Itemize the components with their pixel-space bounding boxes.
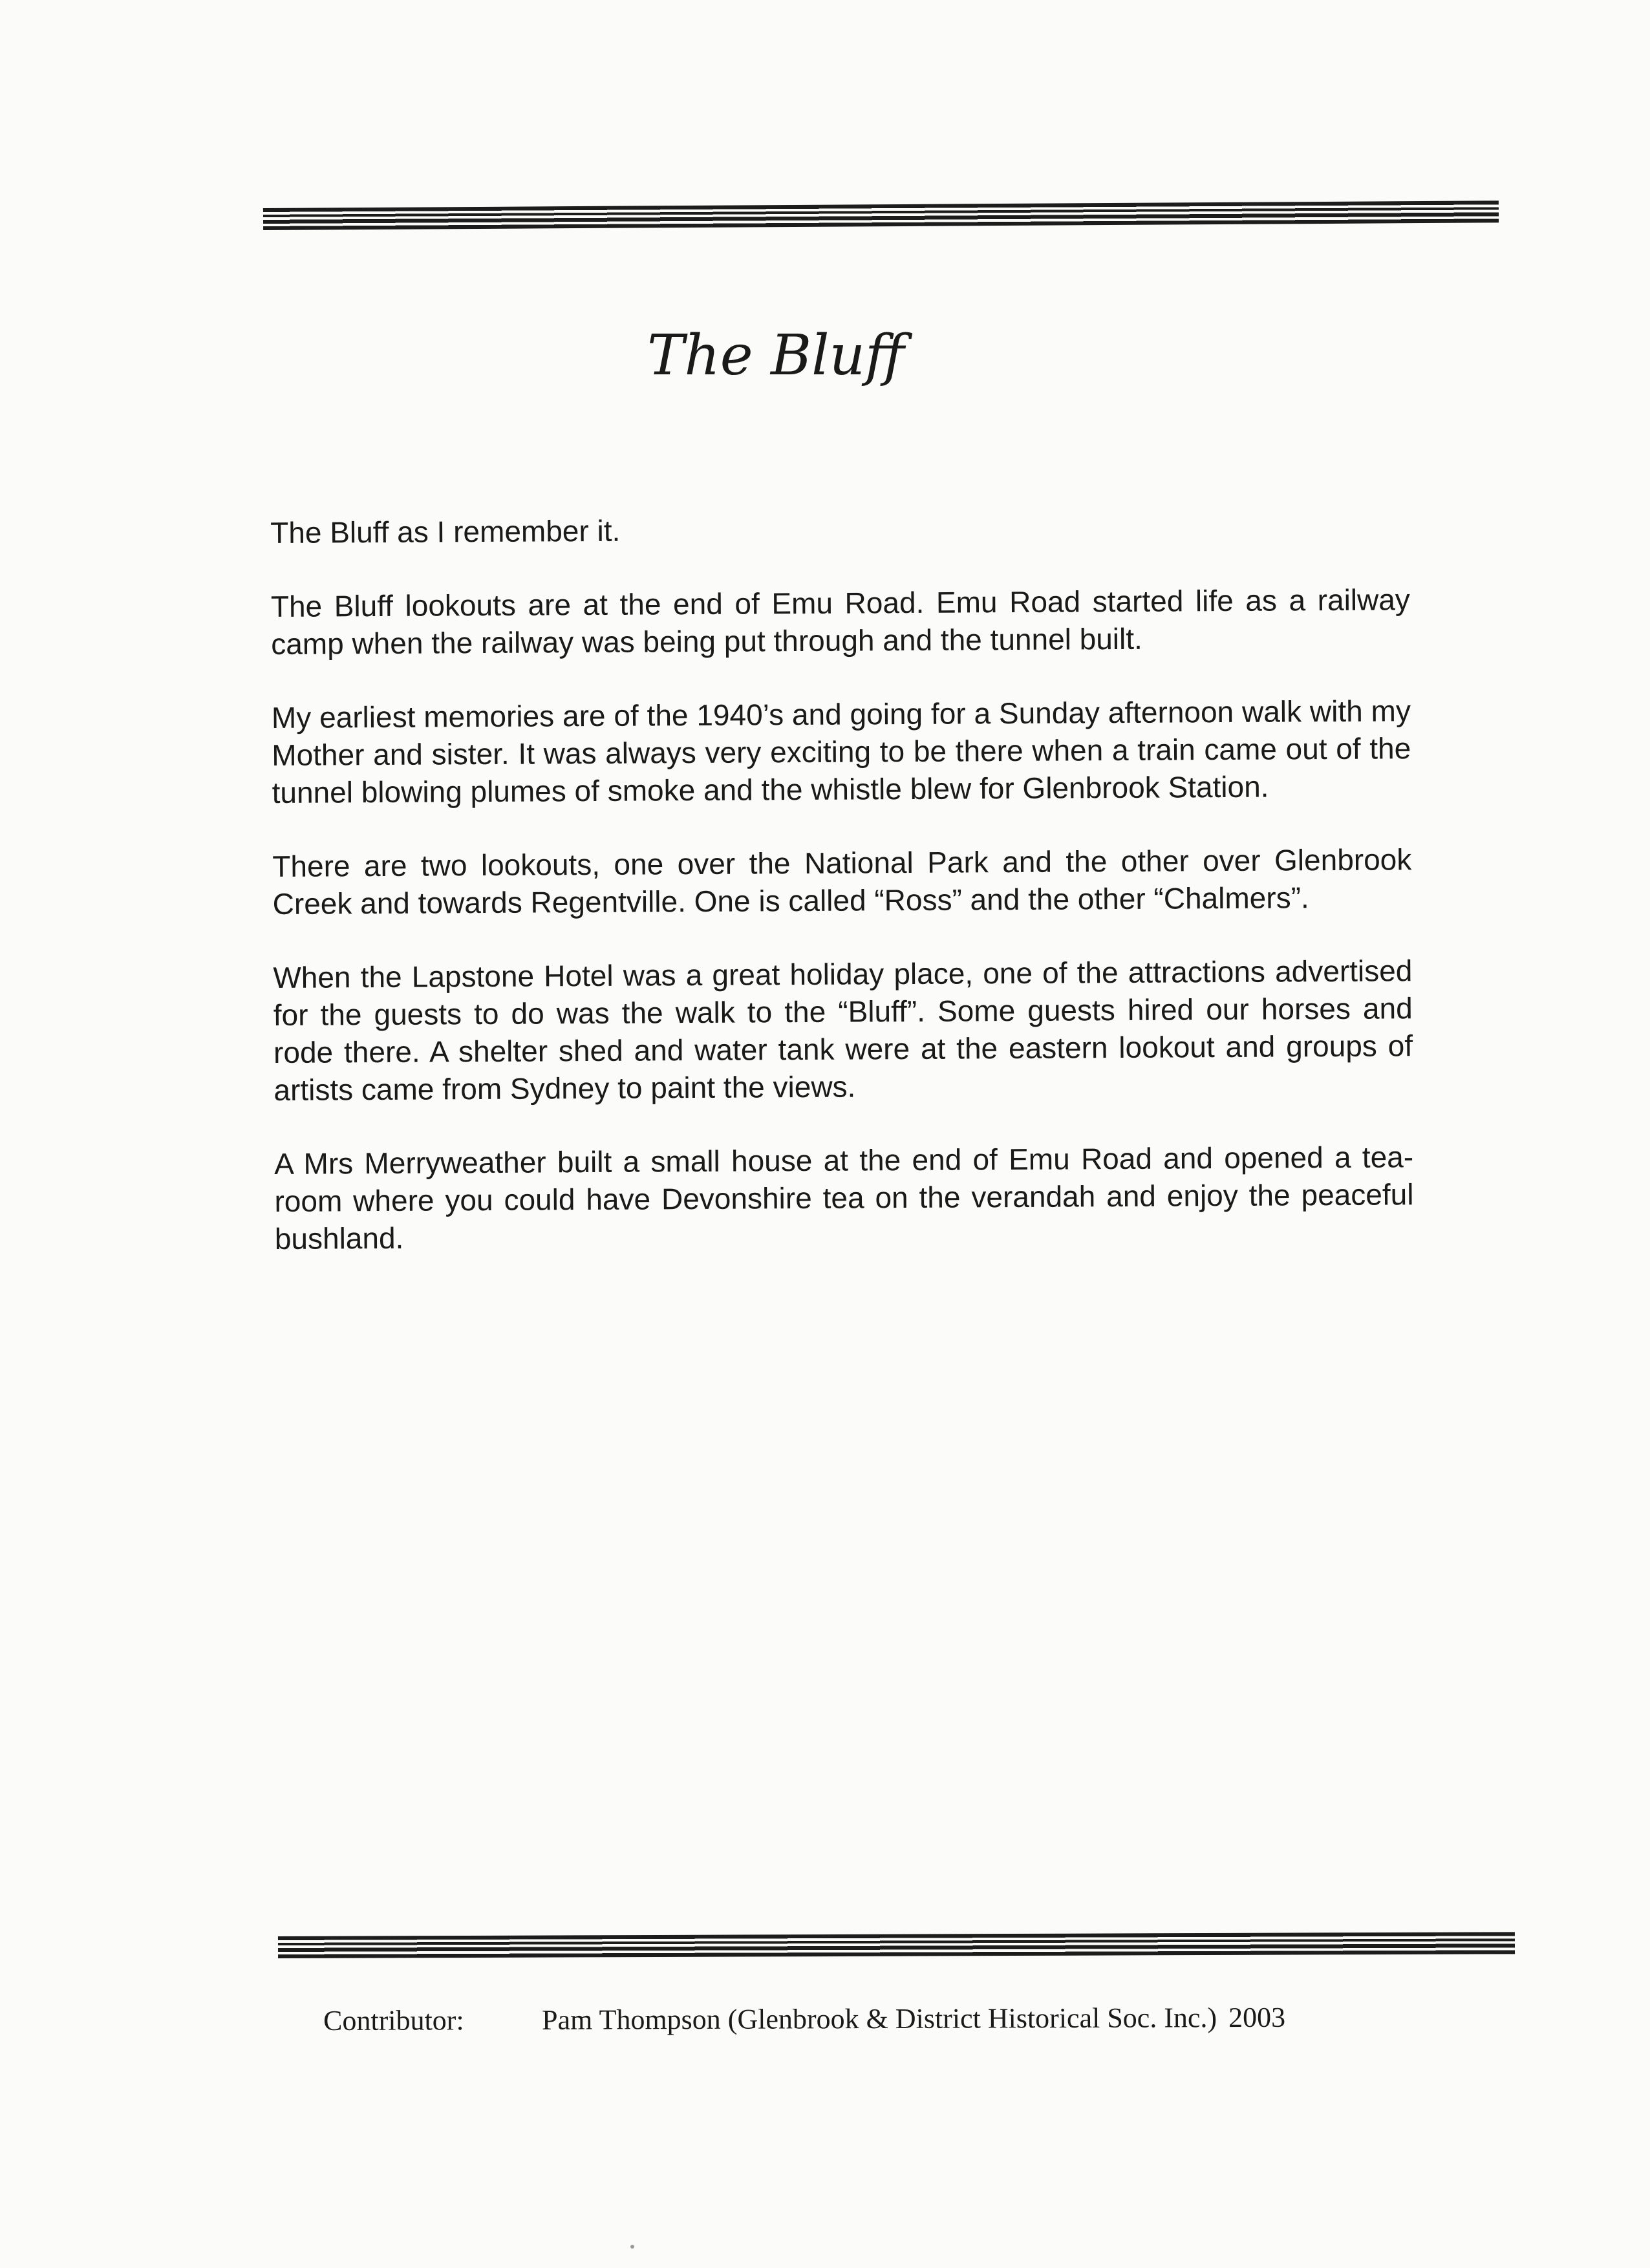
contributor-footer — [323, 2000, 1422, 2037]
body-text — [270, 507, 1414, 1294]
paper-speck — [630, 2245, 634, 2249]
page-title: The Bluff — [647, 323, 905, 388]
bottom-divider-rule — [278, 1932, 1515, 1958]
paragraph-emu-road: The Bluff lookouts are at the end of Emu Road. Emu Road started life as a railway camp when the railway was being put through and the tunnel built. — [270, 583, 1410, 661]
contributor-year: 2003 — [1228, 2001, 1286, 2034]
paragraph-tea-room: A Mrs Merryweather built a small house at the end of Emu Road and opened a tea-room where you could have Devonshire tea on the verandah and enjoy the peaceful bushland. — [273, 1140, 1414, 1256]
paragraph-lookouts: There are two lookouts, one over the National Park and the other over Glenbrook Creek and towards Regentville. One is called “Ross” and the other “Chalmers”. — [272, 842, 1412, 921]
paragraph-earliest-memories: My earliest memories are of the 1940’s and going for a Sunday afternoon walk with my Mother and sister. It was always very exciting to be there when a train came out of the tunnel blowing plumes of smoke and the whistle blew for Glenbrook Station. — [271, 694, 1411, 809]
contributor-label: Contributor: — [323, 2004, 464, 2037]
paragraph-lapstone-hotel: When the Lapstone Hotel was a great holiday place, one of the attractions advertised for the guests to do was the walk to the “Bluff”. Some guests hired our horses and rode there. A shelter shed and water tank were at the eastern lookout and groups of artists came from Sydney to paint the views. — [273, 954, 1413, 1107]
paragraph-intro: The Bluff as I remember it. — [270, 513, 621, 550]
top-divider-rule — [263, 200, 1499, 230]
contributor-name: Pam Thompson (Glenbrook & District Historical Soc. Inc.) — [542, 2002, 1217, 2036]
